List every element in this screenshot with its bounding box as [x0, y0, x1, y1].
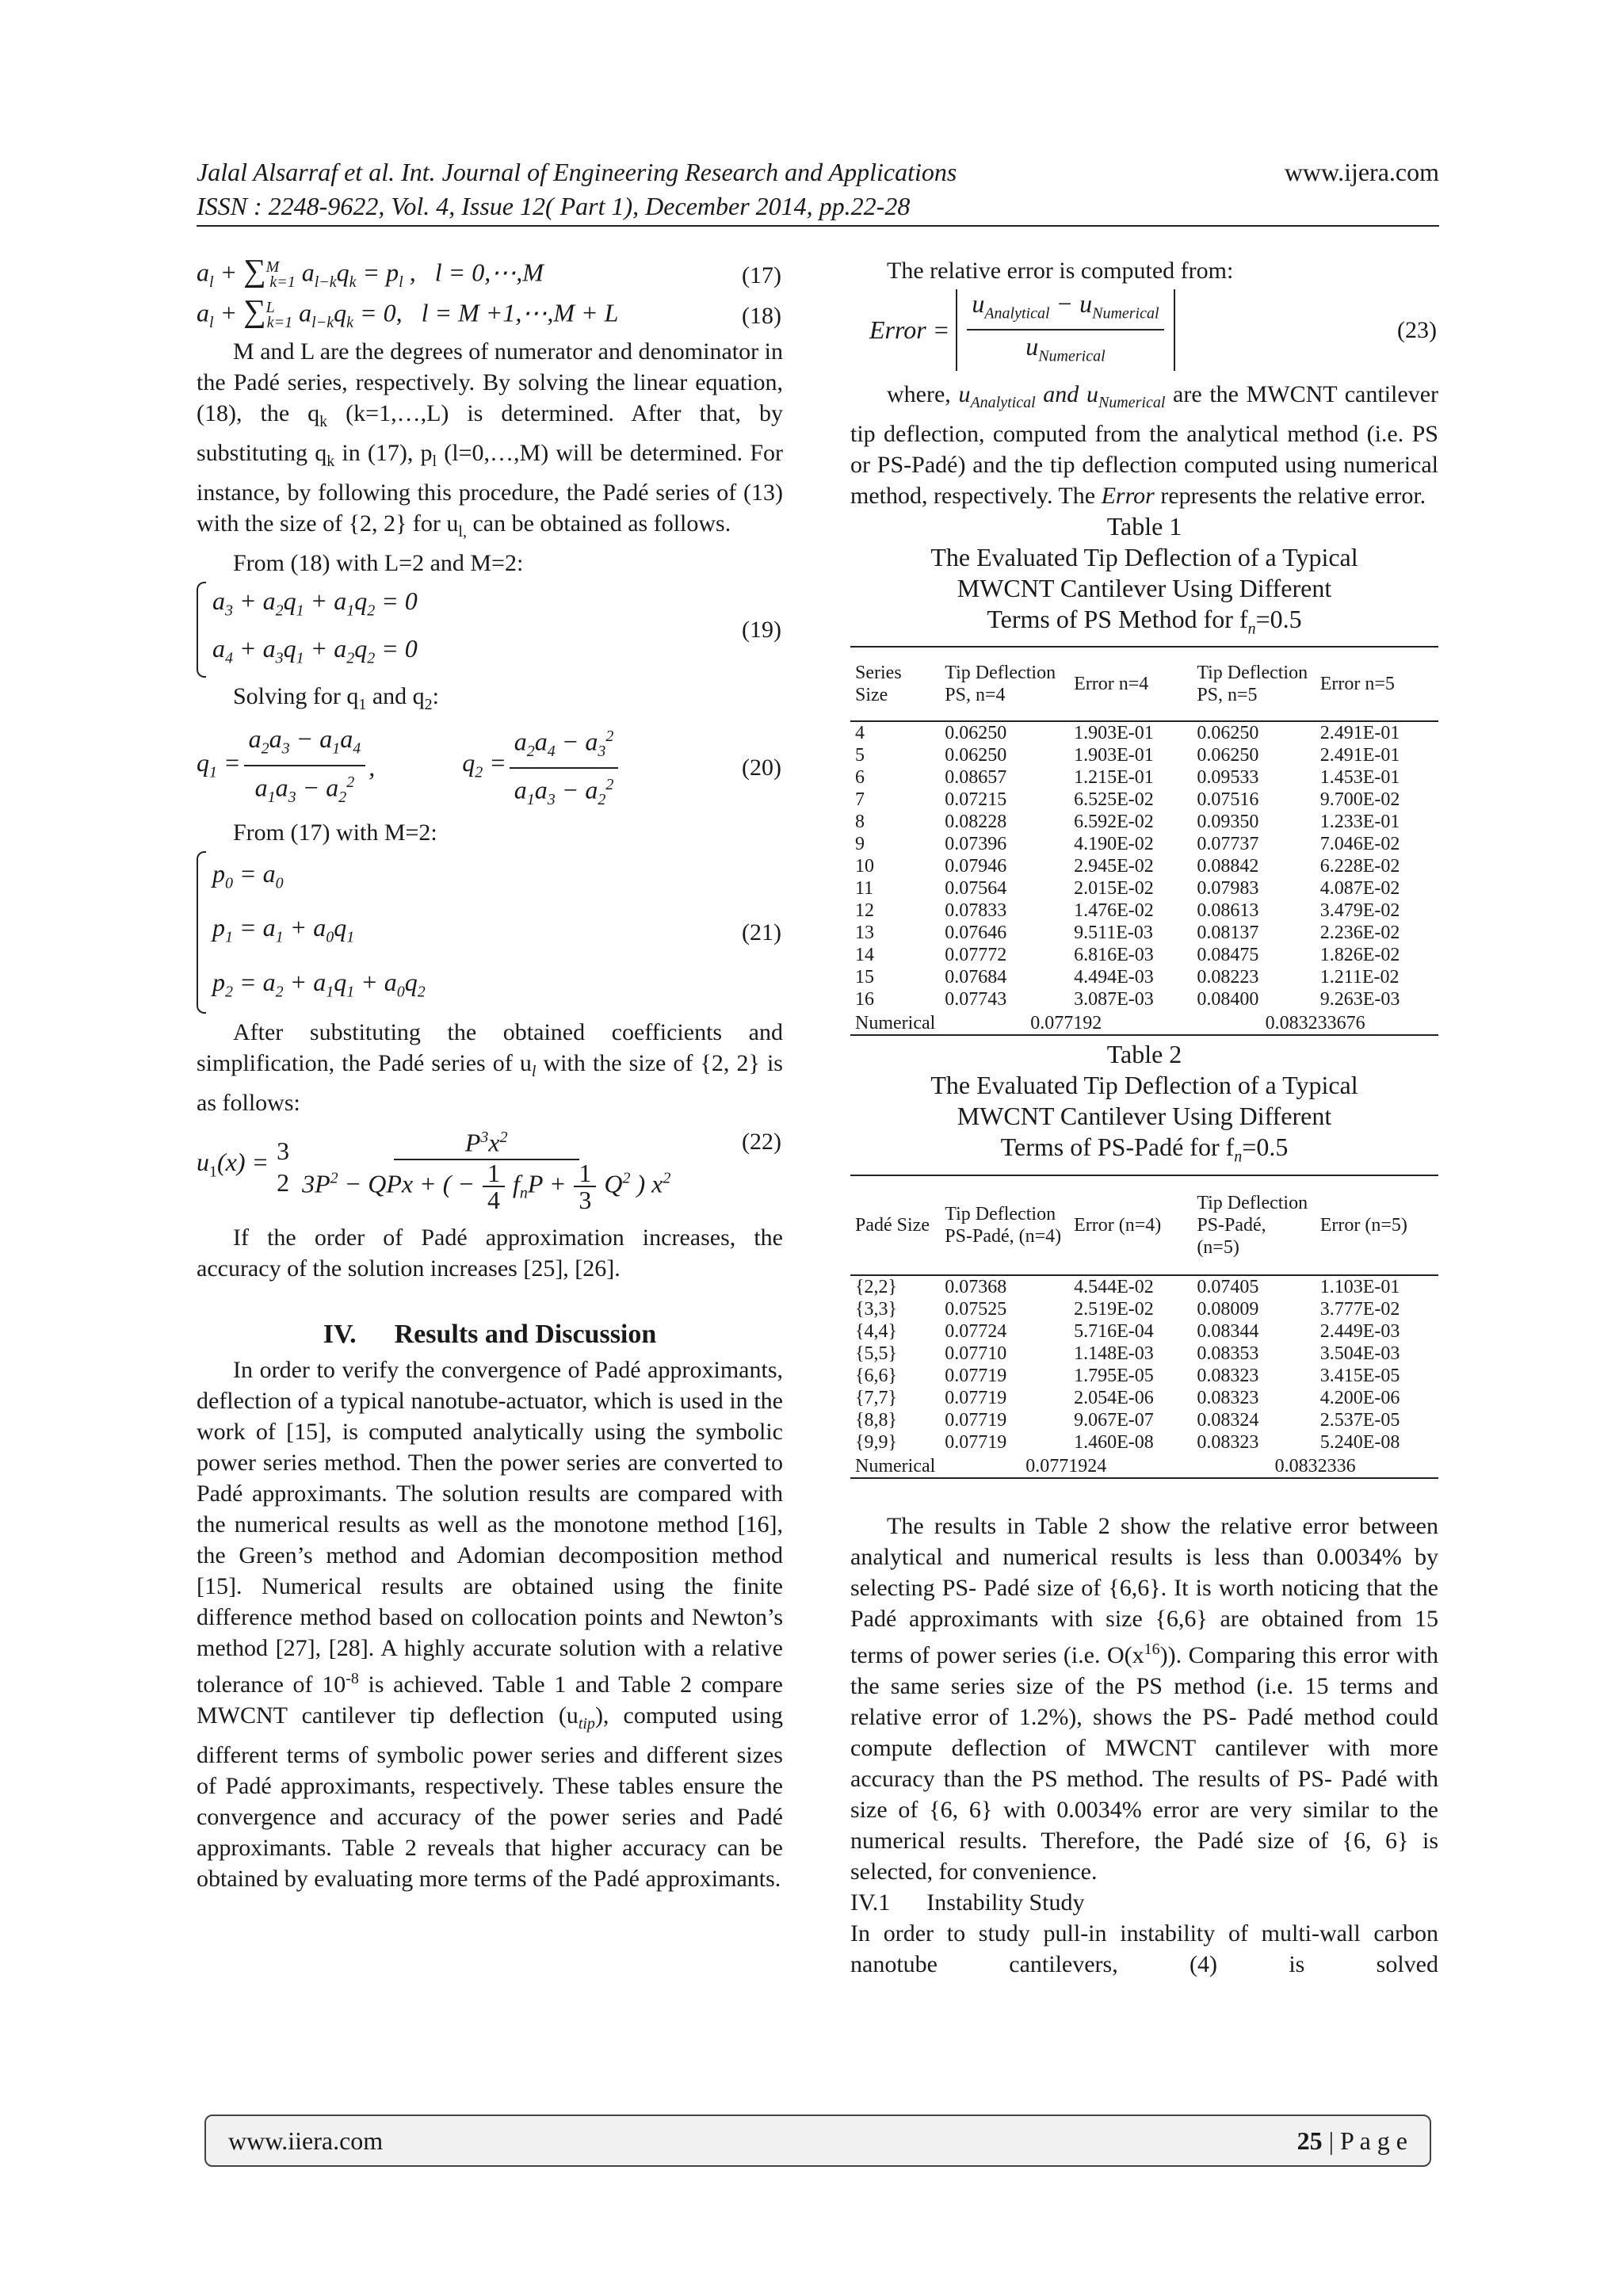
table-row: [850, 988, 1438, 1010]
table-row: [850, 1275, 1438, 1298]
table-cell: 6.592E-02: [1074, 812, 1154, 833]
table-cell: {2,2}: [855, 1276, 898, 1297]
table-cell: 0.09350: [1197, 812, 1259, 833]
table-cell: 0.07684: [945, 967, 1007, 988]
table-1-caption: Table 1 The Evaluated Tip Deflection of a Typical MWCNT Cantilever Using Different Terms of PS Method for $f_n=0.5$: [930, 511, 1358, 638]
table-row: [850, 766, 1438, 789]
header-rule: [197, 225, 1439, 227]
table-cell: 2.449E-03: [1319, 1320, 1400, 1342]
journal-citation: Jalal Alsarraf et al. Int. Journal of Engineering Research and Applications: [197, 158, 957, 186]
table-cell: {7,7}: [855, 1387, 898, 1408]
table-cell: {9,9}: [855, 1431, 898, 1453]
table-row-numerical: [850, 1010, 1438, 1035]
table-cell: Numerical: [850, 1454, 940, 1478]
table-cell: 4.200E-06: [1319, 1387, 1400, 1408]
table-cell: 5: [855, 745, 865, 766]
equation-number: (21): [742, 919, 781, 946]
table-cell: 2.537E-05: [1319, 1409, 1400, 1431]
journal-site[interactable]: www.ijera.com: [1284, 158, 1439, 186]
table-cell: {3,3}: [855, 1298, 898, 1320]
table-cell: 11: [855, 878, 874, 900]
table-cell: 1.476E-02: [1074, 900, 1154, 922]
table-cell: 0.08400: [1197, 989, 1259, 1010]
equation-18: $a_l + \sum^L_{k=1}$ $a_{l-k}q_k = 0$, l = M +1,⋯,M + L (18): [197, 292, 781, 332]
table-cell: 0.07710: [945, 1343, 1007, 1364]
table-row: [850, 1365, 1438, 1387]
table-cell: 2.491E-01: [1319, 723, 1400, 744]
paragraph-pade-order: If the order of Padé approximation increases, the accuracy of the solution increases [25], [26].: [197, 1224, 783, 1282]
equation-19: $a_3 + a_2q_1 + a_1q_2 = 0$ $a_4 + a_3q_1 + a_2q_2 = 0$ (19): [197, 582, 783, 678]
table-cell: 0.08228: [945, 812, 1007, 833]
table-header: Tip Deflection PS, n=4: [940, 647, 1069, 721]
table-row: [850, 944, 1438, 966]
paragraph-instability: In order to study pull-in instability of multi-wall carbon nanotube cantilevers, (4) is solved: [850, 1920, 1438, 1977]
table-row-numerical: [850, 1454, 1438, 1478]
table-cell: 1.795E-05: [1074, 1365, 1154, 1386]
section-title: Results and Discussion: [394, 1319, 657, 1349]
table-row: [850, 1387, 1438, 1409]
table-cell: 0.07719: [945, 1431, 1007, 1453]
table-cell: {6,6}: [855, 1365, 898, 1386]
table-cell: 2.054E-06: [1074, 1387, 1154, 1408]
from-eq17-label: From (17) with M=2:: [233, 819, 437, 846]
table-cell: 1.103E-01: [1319, 1276, 1400, 1297]
paragraph-pade-degrees: M and L are the degrees of numerator and denominator in the Padé series, respectively. By solving the linear equation, (18), the $q_k$ (k=1,…,L) is determined. After that, by substituting $q_k$ in (17), $p_l$ (l=0,…,M) will be determined. For instance, by following this procedure, the Padé series of (13) with the size of {2, 2} for $u_{l,}$ can be obtained as follows.: [197, 338, 783, 541]
table-cell: 0.06250: [1197, 745, 1259, 766]
table-row: [850, 966, 1438, 988]
table-cell: 7: [855, 789, 865, 811]
table-cell: 3.415E-05: [1319, 1365, 1400, 1386]
table-cell: 0.0771924: [940, 1454, 1192, 1478]
table-cell: 5.716E-04: [1074, 1320, 1154, 1342]
table-row: [850, 789, 1438, 811]
table-cell: 6.525E-02: [1074, 789, 1154, 811]
table-cell: Numerical: [850, 1010, 940, 1035]
table-cell: 2.491E-01: [1319, 745, 1400, 766]
table-cell: 2.015E-02: [1074, 878, 1154, 900]
equation-21: $p_0 = a_0$ $p_1 = a_1 + a_0q_1$ $p_2 = a_2 + a_1q_1 + a_0q_2$ (21): [197, 851, 783, 1014]
from-eq18-label: From (18) with L=2 and M=2:: [233, 550, 524, 576]
table-cell: 9.700E-02: [1319, 789, 1400, 811]
table-2: [850, 1175, 1438, 1479]
issn-line: ISSN : 2248-9622, Vol. 4, Issue 12( Part 1), December 2014, pp.22-28: [197, 192, 911, 220]
table-cell: 0.07737: [1197, 834, 1259, 855]
table-cell: 8: [855, 812, 865, 833]
table-cell: 0.08323: [1197, 1387, 1259, 1408]
table-cell: 4: [855, 723, 865, 744]
table-cell: 6.816E-03: [1074, 945, 1154, 966]
page-number: 25 | P a g e: [1296, 2126, 1407, 2155]
table-row: [850, 1343, 1438, 1365]
running-header: [197, 155, 1439, 223]
table-cell: {5,5}: [855, 1343, 898, 1364]
section-number: IV.: [323, 1319, 357, 1349]
table-row: [850, 744, 1438, 766]
table-cell: 0.08009: [1197, 1298, 1259, 1320]
table-cell: 4.087E-02: [1319, 878, 1400, 900]
table-cell: 9.067E-07: [1074, 1409, 1154, 1431]
table-cell: 0.07719: [945, 1387, 1007, 1408]
table-header: Tip Deflection PS-Padé, (n=4): [940, 1175, 1069, 1275]
table-cell: 1.215E-01: [1074, 767, 1154, 789]
table-row: [850, 877, 1438, 900]
table-cell: 0.08657: [945, 767, 1007, 789]
table-cell: 9: [855, 834, 865, 855]
table-row: [850, 1431, 1438, 1454]
table-1: [850, 646, 1438, 1036]
table-cell: 0.07564: [945, 878, 1007, 900]
equation-17: $a_l + \sum^M_{k=1}$ $a_{l-k}q_k = p_l$ , l = 0,⋯,M (17): [197, 252, 781, 292]
paragraph-results: In order to verify the convergence of Padé approximants, deflection of a typical nanotube-actuator, which is used in the work of [15], is computed analytically using the symbolic power series method. Then the power series are converted to Padé approximants. The solution results are compared with the numerical results as well as the monotone method [16], the Green’s method and Adomian decomposition method [15]. Numerical results are obtained using the finite difference method based on collocation points and Newton’s method [27], [28]. A highly accurate solution with a relative tolerance of $10^{-8}$ is achieved. Table 1 and Table 2 compare MWCNT cantilever tip deflection $(u_{tip})$, computed using different terms of symbolic power series and different sizes of Padé approximants, respectively. These tables ensure the convergence and accuracy of the power series and Padé approximants. Table 2 reveals that higher accuracy can be obtained by evaluating more terms of the Padé approximants.: [197, 1356, 783, 1892]
table-2-caption: Table 2 The Evaluated Tip Deflection of a Typical MWCNT Cantilever Using Different Terms of PS-Padé for $f_n=0.5$: [930, 1040, 1358, 1166]
table-cell: 1.903E-01: [1074, 723, 1154, 744]
table-cell: 0.077192: [940, 1010, 1192, 1035]
table-row: [850, 1320, 1438, 1343]
page-footer: [204, 2115, 1431, 2167]
table-row: [850, 811, 1438, 833]
table-cell: 4.544E-02: [1074, 1276, 1154, 1297]
table-cell: 15: [855, 967, 874, 988]
table-cell: 2.236E-02: [1319, 923, 1400, 944]
table-cell: 0.07983: [1197, 878, 1259, 900]
table-cell: 0.07833: [945, 900, 1007, 922]
relative-error-intro: The relative error is computed from:: [887, 258, 1234, 284]
solving-label: Solving for $q_1$ and $q_2$:: [233, 682, 440, 713]
table-cell: 13: [855, 923, 874, 944]
table-cell: 0.07405: [1197, 1276, 1259, 1297]
subsection-number: IV.1: [850, 1889, 891, 1916]
table-cell: 2.945E-02: [1074, 856, 1154, 877]
table-row: [850, 721, 1438, 744]
table-cell: 4.494E-03: [1074, 967, 1154, 988]
table-cell: 0.08324: [1197, 1409, 1259, 1431]
table-cell: 1.903E-01: [1074, 745, 1154, 766]
table-cell: 4.190E-02: [1074, 834, 1154, 855]
equation-number: (22): [742, 1129, 781, 1156]
equation-22: $u_1(x)$ = 3 2 $P^3x^2$ $3P^2$ − QPx + ( − $\frac{1}{4}$ $f_nP$ + $\frac{1}{3}$ $Q^2$ ) $x^2$ (22): [197, 1123, 783, 1211]
table-cell: 0.07215: [945, 789, 1007, 811]
equation-number: (23): [1397, 316, 1437, 343]
equation-number: (20): [742, 755, 781, 781]
subsection-heading: [850, 1887, 1438, 1918]
table-header: Error (n=5): [1316, 1175, 1438, 1275]
table-cell: 1.460E-08: [1074, 1431, 1154, 1453]
table-cell: 12: [855, 900, 874, 922]
section-heading: [197, 1319, 783, 1350]
table-cell: 7.046E-02: [1319, 834, 1400, 855]
table-row: [850, 922, 1438, 944]
equation-20: $q_1$ = $\frac{a_2a_3 - a_1a_4}{a_1a_3 - a_2^2}$ , $q_2$ = $\frac{a_2a_4 - a_3^2}{a_1a_3 - a_2^2}$ (20): [197, 722, 783, 814]
table-cell: 0.07743: [945, 989, 1007, 1010]
table-cell: 5.240E-08: [1319, 1431, 1400, 1453]
table-row: [850, 1409, 1438, 1431]
equation-number: (17): [742, 262, 781, 288]
table-cell: {8,8}: [855, 1409, 898, 1431]
table-row: [850, 1298, 1438, 1320]
table-cell: 9.511E-03: [1074, 923, 1153, 944]
table-header: Padé Size: [850, 1175, 940, 1275]
table-cell: 3.479E-02: [1319, 900, 1400, 922]
table-cell: 0.07516: [1197, 789, 1259, 811]
table-cell: 6: [855, 767, 865, 789]
table-cell: 0.06250: [945, 745, 1007, 766]
table-cell: 0.0832336: [1192, 1454, 1438, 1478]
table-cell: 0.06250: [945, 723, 1007, 744]
table-cell: 0.07719: [945, 1365, 1007, 1386]
equation-number: (18): [742, 302, 781, 329]
equation-23: Error = $\frac{u_{Analytical} - u_{Numerical}}{u_{Numerical}}$ (23): [850, 289, 1438, 371]
table-cell: 0.07719: [945, 1409, 1007, 1431]
table-row: [850, 855, 1438, 877]
table-cell: 0.08323: [1197, 1431, 1259, 1453]
table-cell: 0.08137: [1197, 923, 1259, 944]
equation-number: (19): [742, 616, 781, 643]
paragraph-where: where, $u_{Analytical}$ and $u_{Numerical}$ are the MWCNT cantilever tip deflection, computed from the analytical method (i.e. PS or PS-Padé) and the tip deflection computed using numerical method, respectively. The Error represents the relative error.: [850, 380, 1438, 509]
table-cell: 3.087E-03: [1074, 989, 1154, 1010]
table-cell: 1.211E-02: [1319, 967, 1400, 988]
table-cell: 9.263E-03: [1319, 989, 1400, 1010]
table-cell: 0.07368: [945, 1276, 1007, 1297]
subsection-title: Instability Study: [926, 1889, 1085, 1916]
right-column: [850, 255, 1438, 1980]
table-cell: 0.08353: [1197, 1343, 1259, 1364]
table-cell: 0.07525: [945, 1298, 1007, 1320]
table-header: Error n=5: [1316, 647, 1438, 721]
table-cell: 2.519E-02: [1074, 1298, 1154, 1320]
table-cell: 0.06250: [1197, 723, 1259, 744]
table-cell: 0.08344: [1197, 1320, 1259, 1342]
left-column: [197, 252, 783, 1894]
table-cell: 0.07396: [945, 834, 1007, 855]
table-cell: 16: [855, 989, 874, 1010]
table-cell: 0.07946: [945, 856, 1007, 877]
table-header: Error n=4: [1069, 647, 1192, 721]
table-cell: 0.083233676: [1192, 1010, 1438, 1035]
table-cell: 0.08323: [1197, 1365, 1259, 1386]
footer-site[interactable]: www.iiera.com: [228, 2126, 384, 2155]
table-header: Tip Deflection PS, n=5: [1192, 647, 1315, 721]
table-cell: 0.07724: [945, 1320, 1007, 1342]
table-cell: 6.228E-02: [1319, 856, 1400, 877]
table-cell: 1.233E-01: [1319, 812, 1400, 833]
table-cell: 0.08613: [1197, 900, 1259, 922]
table-cell: 0.08475: [1197, 945, 1259, 966]
table-row: [850, 833, 1438, 855]
table-cell: 3.777E-02: [1319, 1298, 1400, 1320]
table-cell: 0.09533: [1197, 767, 1259, 789]
table-cell: 0.07772: [945, 945, 1007, 966]
table-header: Tip Deflection PS-Padé, (n=5): [1192, 1175, 1315, 1275]
table-cell: 0.08842: [1197, 856, 1259, 877]
table-cell: 0.07646: [945, 923, 1007, 944]
table-cell: 1.826E-02: [1319, 945, 1400, 966]
table-cell: 3.504E-03: [1319, 1343, 1400, 1364]
table-cell: 0.08223: [1197, 967, 1259, 988]
table-cell: 10: [855, 856, 874, 877]
paragraph-substitution: After substituting the obtained coefficients and simplification, the Padé series of $u_l$ with the size of {2, 2} is as follows:: [197, 1019, 783, 1117]
table-cell: 1.148E-03: [1074, 1343, 1154, 1364]
paragraph-table2-results: The results in Table 2 show the relative error between analytical and numerical results is less than 0.0034% by selecting PS- Padé size of {6,6}. It is worth noticing that the Padé approximants with size {6,6} are obtained from 15 terms of power series (i.e. $O(x^{16})$). Comparing this error with the same series size of the PS method (i.e. 15 terms and relative error of 1.2%), shows the PS- Padé method could compute deflection of MWCNT cantilever with more accuracy than the PS method. The results of PS- Padé with size of {6, 6} with 0.0034% error are very similar to the numerical results. Therefore, the Padé size of {6, 6} is selected, for convenience.: [850, 1512, 1439, 1885]
table-cell: {4,4}: [855, 1320, 898, 1342]
table-cell: 14: [855, 945, 874, 966]
table-cell: 1.453E-01: [1319, 767, 1400, 789]
table-header: Series Size: [850, 647, 940, 721]
table-header: Error (n=4): [1069, 1175, 1192, 1275]
table-row: [850, 900, 1438, 922]
